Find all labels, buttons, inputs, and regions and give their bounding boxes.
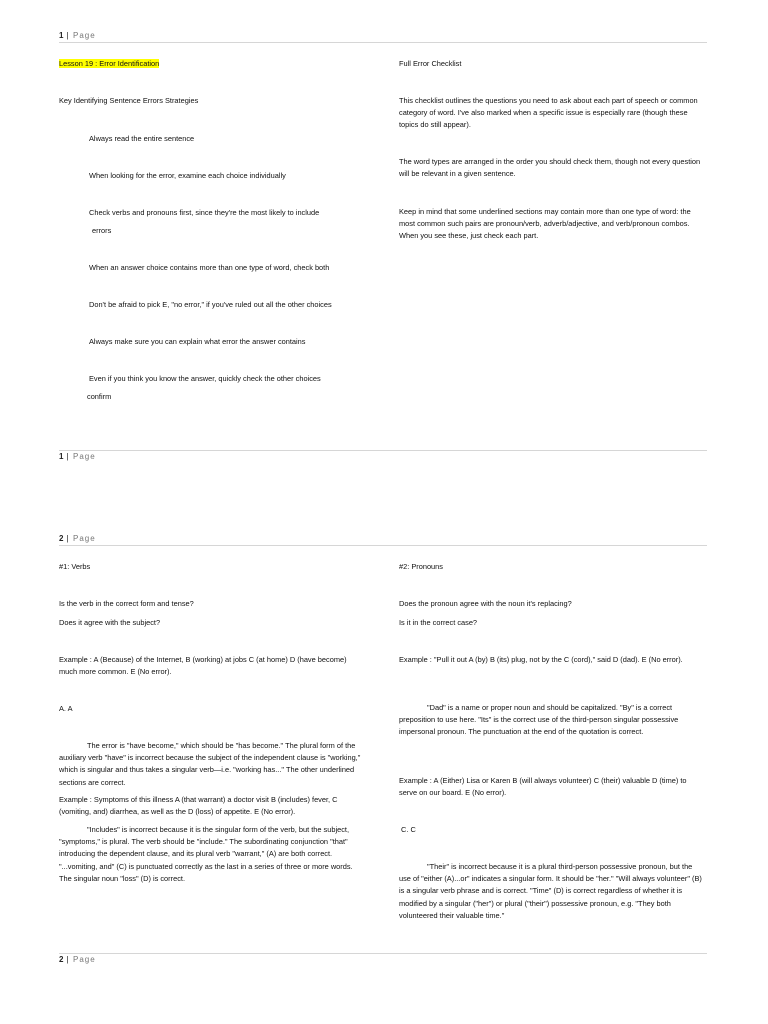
footer-rule — [59, 450, 707, 451]
strategy-item: Always make sure you can explain what error the answer contains — [89, 337, 306, 346]
pronouns-explanation-1: "Dad" is a name or proper noun and should be capitalized. "By" is a correct preposition to use here. "Its" is the correct use of the third-person singular possessive impersonal pronoun. The punctuation at the end of the quotation is correct. — [399, 703, 679, 737]
checklist-para-1: This checklist outlines the questions you need to ask about each part of speech or common category of word. I've also marked when a specific issue is especially rare (though these topics do still appear). — [399, 96, 698, 130]
strategy-item: Even if you think you know the answer, quickly check the other choices — [89, 374, 321, 383]
strategy-item: Don't be afraid to pick E, "no error," if you've ruled out all the other choices — [89, 300, 332, 309]
footer-rule — [59, 953, 707, 954]
pronouns-heading: #2: Pronouns — [399, 562, 443, 571]
strategy-item: Check verbs and pronouns first, since they're the most likely to include — [89, 208, 320, 217]
pronouns-question-1: Does the pronoun agree with the noun it's replacing? — [399, 599, 572, 608]
pronouns-example-1: Example : "Pull it out A (by) B (its) plug, not by the C (cord)," said D (dad). E (No error). — [399, 655, 683, 664]
page-1-header: 1 | Page — [59, 31, 96, 40]
lesson-title: Lesson 19 : Error Identification — [59, 59, 160, 68]
verbs-example-1: Example : A (Because) of the Internet, B (working) at jobs C (at home) D (have become) much more common. E (No error). — [59, 655, 347, 677]
verbs-answer-1: A. A — [59, 704, 73, 713]
pronouns-answer-2: C. C — [401, 825, 416, 834]
page-1-footer: 1 | Page — [59, 452, 96, 461]
strategy-item: When looking for the error, examine each choice individually — [89, 171, 286, 180]
strategy-item-cont: errors — [92, 226, 112, 235]
pronouns-question-2: Is it in the correct case? — [399, 618, 478, 627]
page-2-header: 2 | Page — [59, 534, 96, 543]
page-2-footer: 2 | Page — [59, 955, 96, 964]
pronouns-example-2: Example : A (Either) Lisa or Karen B (will always volunteer) C (their) valuable D (time) to serve on our board. E (No error). — [399, 776, 687, 798]
pronouns-explanation-2: "Their" is incorrect because it is a plural third-person possessive pronoun, but the use of "either (A)...or" indicates a singular form. It should be "her." "Will always volunteer" (B) is a singular verb phrase and is correct. "Time" (D) is correct regardless of whether it is modified by a singular ("her") or plural ("their") possessive pronoun, e.g. "They both volunteered their valuable time." — [399, 862, 702, 920]
strategy-item: Always read the entire sentence — [89, 134, 195, 143]
verbs-question-1: Is the verb in the correct form and tense? — [59, 599, 194, 608]
verbs-explanation-1: The error is "have become," which should be "has become." The plural form of the auxiliary verb "have" is incorrect because the subject of the independent clause is "working," which is singular and thus takes a singular verb—i.e. "working has..." The other underlined sections are correct. — [59, 741, 361, 787]
checklist-para-3: Keep in mind that some underlined sections may contain more than one type of word: the most common such pairs are pronoun/verb, adverb/adjective, and verb/pronoun combos. When you see these, just check each part. — [399, 207, 691, 241]
verbs-example-2: Example : Symptoms of this illness A (that warrant) a doctor visit B (includes) fever, C (vomiting, and) diarrhea, as well as the D (loss) of appetite. E (No error). — [59, 795, 338, 817]
strategies-heading: Key Identifying Sentence Errors Strategies — [59, 96, 199, 105]
verbs-heading: #1: Verbs — [59, 562, 91, 571]
verbs-question-2: Does it agree with the subject? — [59, 618, 161, 627]
strategy-item-cont: confirm — [87, 392, 112, 401]
checklist-title: Full Error Checklist — [399, 59, 462, 68]
header-rule — [59, 42, 707, 43]
strategy-item: When an answer choice contains more than one type of word, check both — [89, 263, 330, 272]
checklist-para-2: The word types are arranged in the order you should check them, though not every question will be relevant in a given sentence. — [399, 157, 701, 179]
verbs-explanation-2: "Includes" is incorrect because it is the singular form of the verb, but the subject, "symptoms," is plural. The verb should be "include." The subordinating conjunction "that" introducing the dependent clause, and its plural verb "warrant," (A) are both correct. "...vomiting, and" (C) is punctuated correctly as the last in a series of three or more words. The singular noun "loss" (D) is correct. — [59, 825, 353, 883]
header-rule — [59, 545, 707, 546]
